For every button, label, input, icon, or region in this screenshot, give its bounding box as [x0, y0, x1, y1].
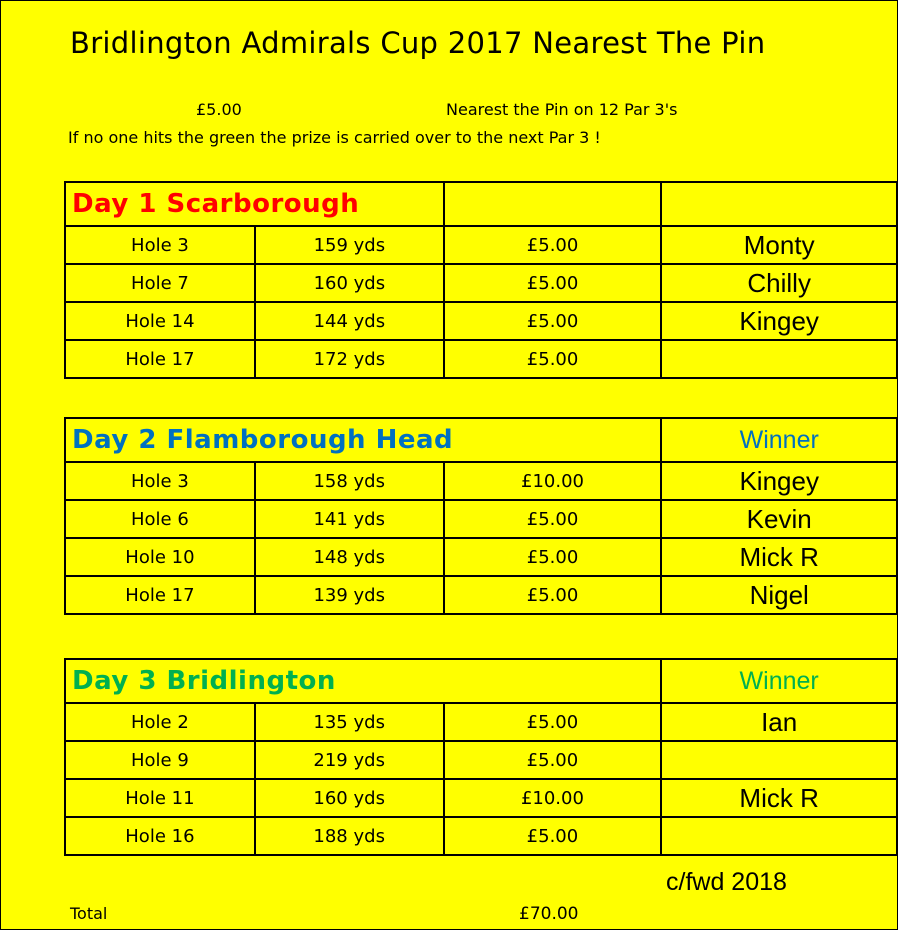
day2-title: Day 2 Flamborough Head [65, 418, 661, 462]
day2-table [64, 417, 898, 615]
yards-cell: 158 yds [255, 462, 444, 500]
day1-prize-header [444, 182, 662, 226]
total-value: £70.00 [519, 904, 579, 924]
entry-fee: £5.00 [196, 100, 242, 119]
hole-cell: Hole 17 [65, 340, 255, 378]
day1-title: Day 1 Scarborough [65, 182, 444, 226]
hole-cell: Hole 10 [65, 538, 255, 576]
total-label: Total [70, 904, 108, 923]
winner-cell [661, 340, 897, 378]
winner-cell: Nigel [661, 576, 897, 614]
hole-cell: Hole 14 [65, 302, 255, 340]
day2-header-row [65, 418, 897, 462]
hole-cell: Hole 3 [65, 462, 255, 500]
day1-winner-header [661, 182, 897, 226]
prize-cell: £5.00 [444, 226, 662, 264]
prize-cell: £5.00 [444, 340, 662, 378]
table-row [65, 576, 897, 614]
yards-cell: 219 yds [255, 741, 444, 779]
prize-cell: £5.00 [444, 538, 662, 576]
winner-cell: Kevin [661, 500, 897, 538]
table-row [65, 226, 897, 264]
day3-winner-header: Winner [661, 659, 897, 703]
competition-description: Nearest the Pin on 12 Par 3's [446, 100, 678, 119]
winner-cell: Kingey [661, 462, 897, 500]
yards-cell: 139 yds [255, 576, 444, 614]
table-row [65, 703, 897, 741]
hole-cell: Hole 7 [65, 264, 255, 302]
winner-cell: Mick R [661, 779, 897, 817]
yards-cell: 141 yds [255, 500, 444, 538]
table-row [65, 741, 897, 779]
table-row [65, 817, 897, 855]
hole-cell: Hole 2 [65, 703, 255, 741]
yards-cell: 160 yds [255, 264, 444, 302]
hole-cell: Hole 17 [65, 576, 255, 614]
prize-cell: £5.00 [444, 817, 662, 855]
day3-table [64, 658, 898, 856]
winner-cell: Mick R [661, 538, 897, 576]
table-row [65, 340, 897, 378]
hole-cell: Hole 9 [65, 741, 255, 779]
table-row [65, 264, 897, 302]
hole-cell: Hole 11 [65, 779, 255, 817]
yards-cell: 144 yds [255, 302, 444, 340]
day1-header-row [65, 182, 897, 226]
prize-cell: £5.00 [444, 264, 662, 302]
prize-cell: £10.00 [444, 462, 662, 500]
winner-cell: Ian [661, 703, 897, 741]
yards-cell: 160 yds [255, 779, 444, 817]
day3-title: Day 3 Bridlington [65, 659, 661, 703]
prize-cell: £5.00 [444, 703, 662, 741]
prize-cell: £10.00 [444, 779, 662, 817]
table-row [65, 779, 897, 817]
yards-cell: 135 yds [255, 703, 444, 741]
yards-cell: 148 yds [255, 538, 444, 576]
day3-header-row [65, 659, 897, 703]
table-row [65, 302, 897, 340]
table-row [65, 500, 897, 538]
prize-cell: £5.00 [444, 302, 662, 340]
table-row [65, 462, 897, 500]
winner-cell: Monty [661, 226, 897, 264]
table-row [65, 538, 897, 576]
hole-cell: Hole 6 [65, 500, 255, 538]
winner-cell: Kingey [661, 302, 897, 340]
page-title: Bridlington Admirals Cup 2017 Nearest The Pin [70, 26, 766, 60]
hole-cell: Hole 3 [65, 226, 255, 264]
winner-cell: Chilly [661, 264, 897, 302]
prize-cell: £5.00 [444, 500, 662, 538]
yards-cell: 172 yds [255, 340, 444, 378]
yards-cell: 188 yds [255, 817, 444, 855]
carry-forward-note: c/fwd 2018 [666, 868, 787, 896]
day1-table [64, 181, 898, 379]
day2-winner-header: Winner [661, 418, 897, 462]
prize-cell: £5.00 [444, 741, 662, 779]
prize-cell: £5.00 [444, 576, 662, 614]
carry-over-note: If no one hits the green the prize is carried over to the next Par 3 ! [68, 128, 601, 147]
hole-cell: Hole 16 [65, 817, 255, 855]
yards-cell: 159 yds [255, 226, 444, 264]
winner-cell [661, 741, 897, 779]
winner-cell [661, 817, 897, 855]
